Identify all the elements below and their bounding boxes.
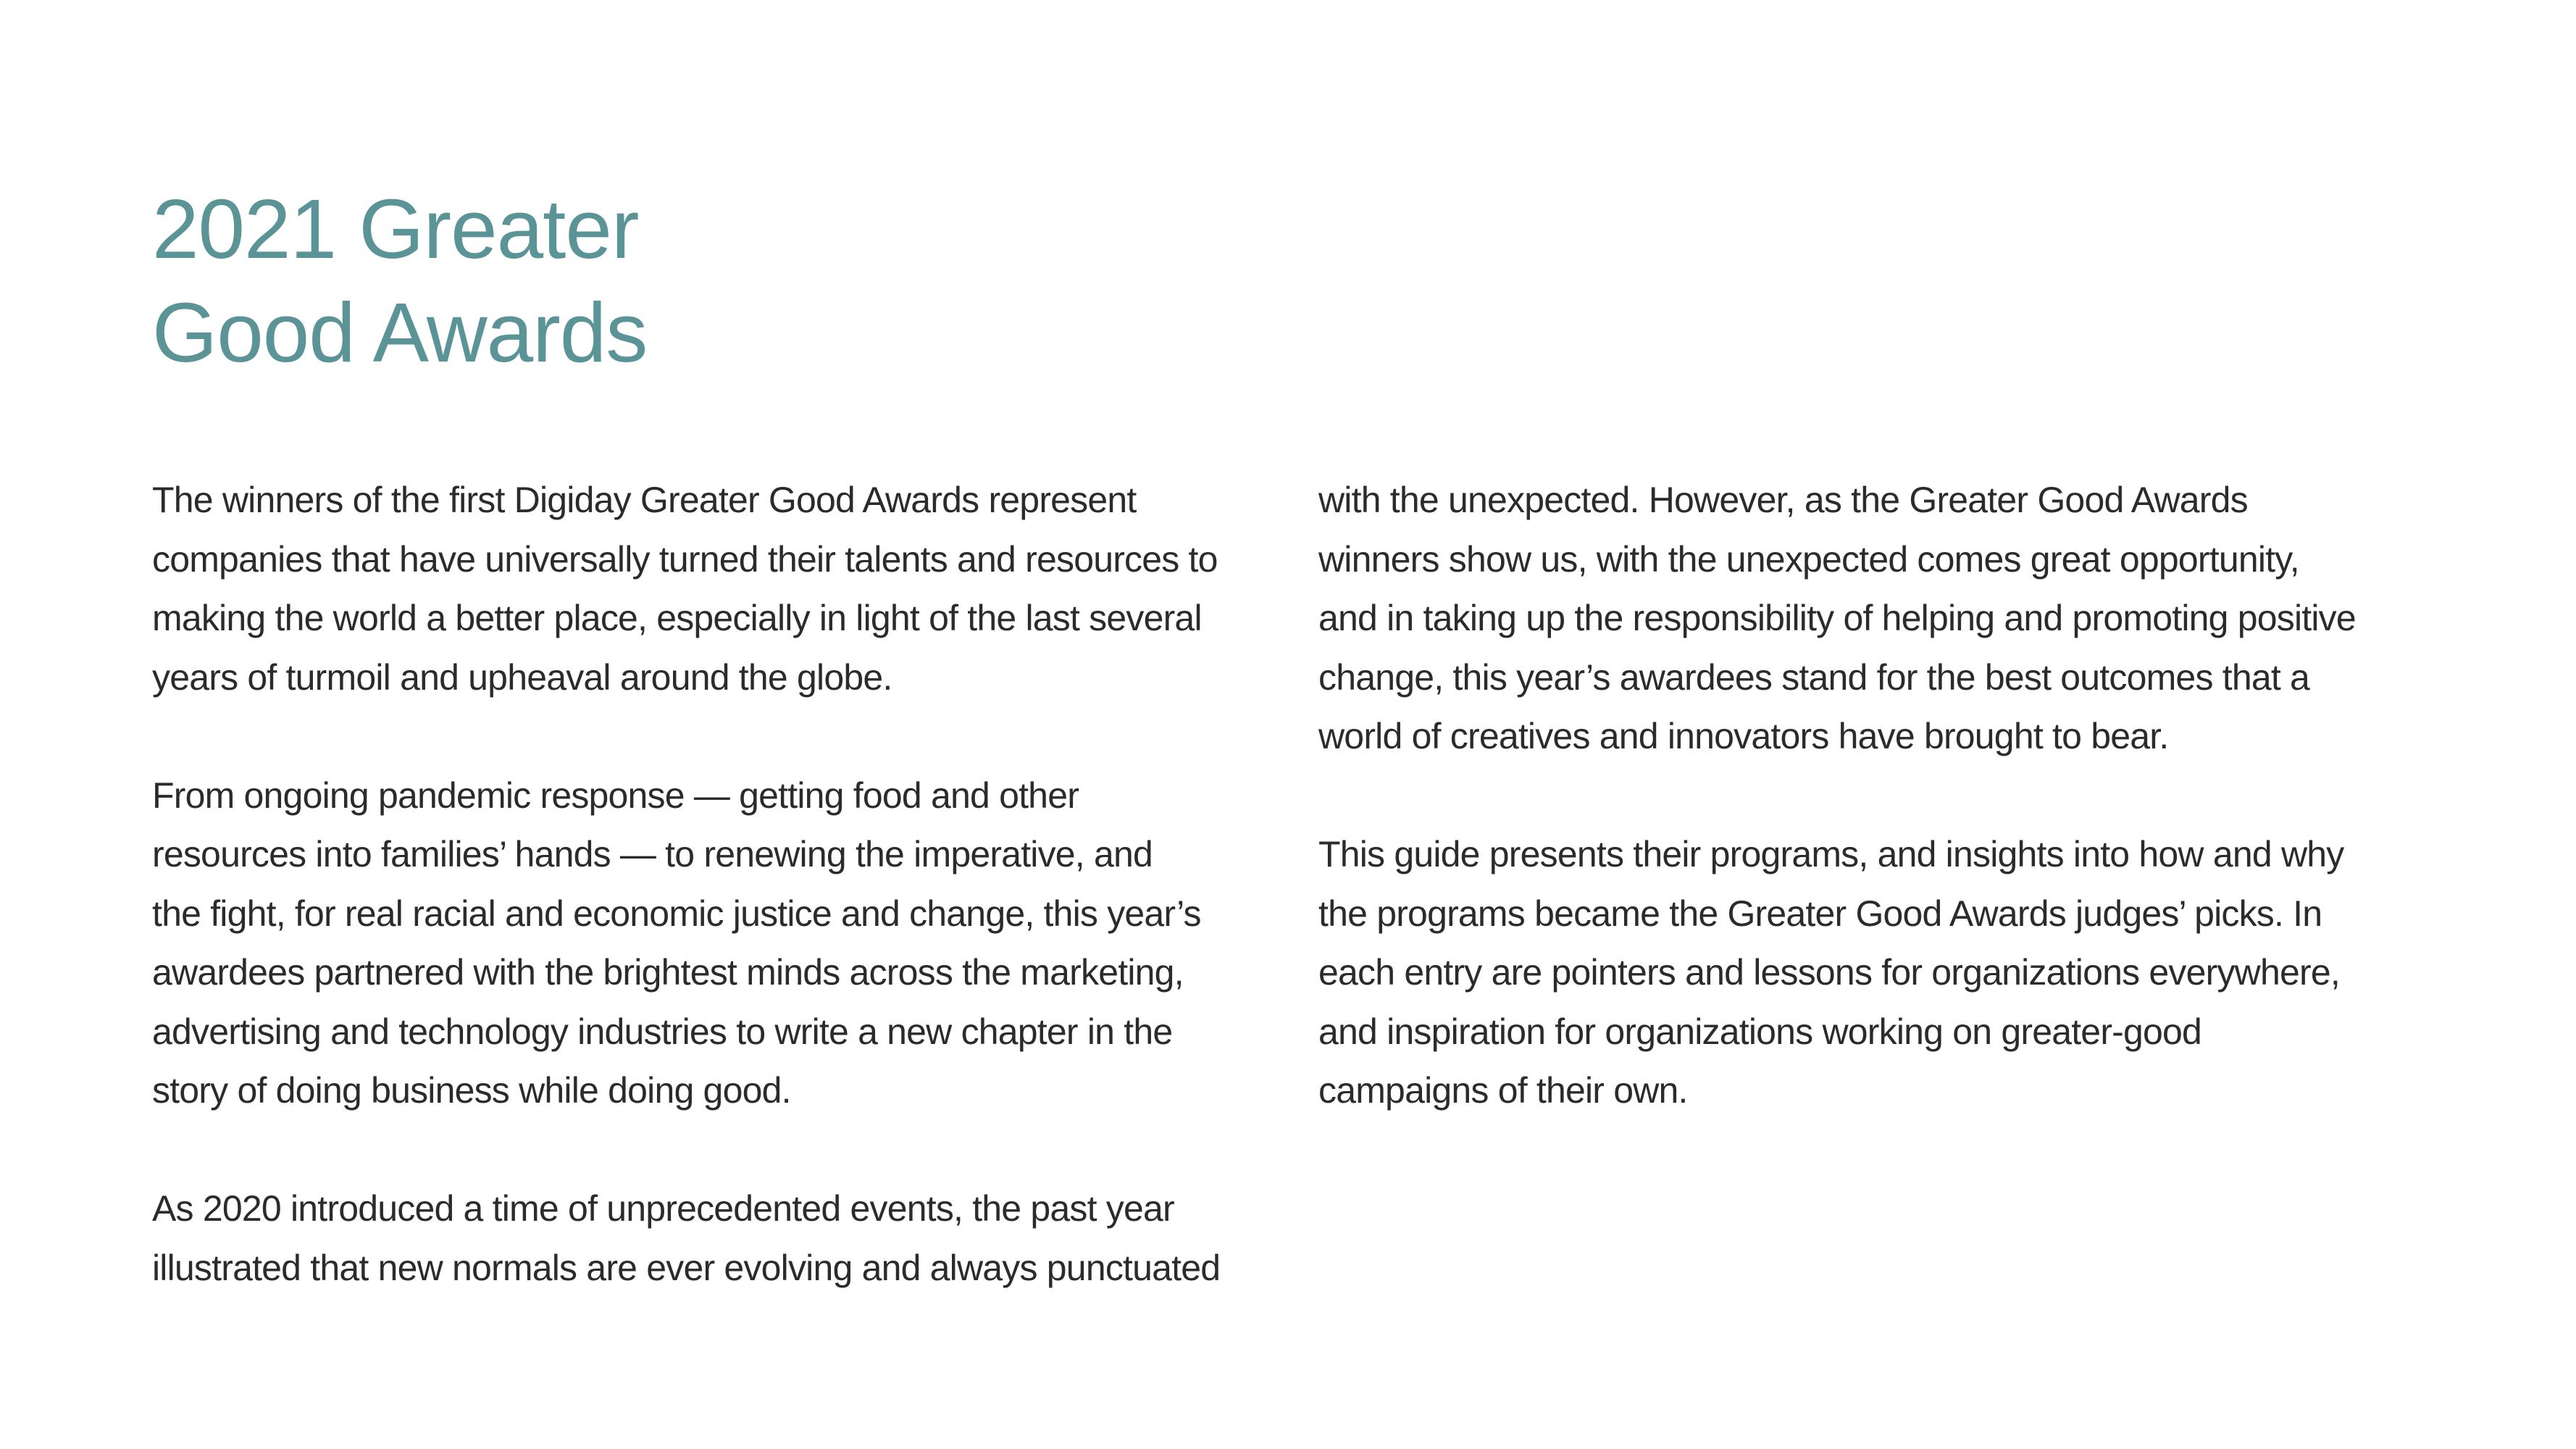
text-line: each entry are pointers and lessons for organizations everywhere,: [1318, 952, 2340, 993]
text-line: and in taking up the responsibility of helping and promoting positive: [1318, 598, 2356, 638]
paragraph-guide-overview: [1318, 825, 2463, 1121]
paragraph-intro: [152, 471, 1297, 707]
text-line: resources into families’ hands — to renewing the imperative, and: [152, 834, 1153, 874]
text-line: winners show us, with the unexpected comes great opportunity,: [1318, 538, 2299, 580]
text-line: the programs became the Greater Good Awards judges’ picks. In: [1318, 893, 2322, 934]
page-title-line-2: Good Awards: [152, 285, 648, 380]
text-line: awardees partnered with the brightest minds across the marketing,: [152, 952, 1184, 993]
body-column-left: [152, 471, 1297, 1357]
text-line: The winners of the first Digiday Greater Good Awards represent: [152, 480, 1137, 520]
paragraph-2020-events: [152, 1179, 1297, 1298]
text-line: and inspiration for organizations working on greater-good: [1318, 1011, 2202, 1052]
text-line: world of creatives and innovators have brought to bear.: [1318, 716, 2169, 756]
body-column-right: [1318, 471, 2463, 1179]
text-line: making the world a better place, especially in light of the last several: [152, 598, 1202, 638]
text-line: companies that have universally turned their talents and resources to: [152, 538, 1218, 580]
text-line: story of doing business while doing good.: [152, 1070, 791, 1111]
text-line: illustrated that new normals are ever evolving and always punctuated: [152, 1247, 1221, 1288]
text-line: the fight, for real racial and economic justice and change, this year’s: [152, 893, 1201, 934]
page-title-line-1: 2021 Greater: [152, 182, 639, 276]
text-line: From ongoing pandemic response — getting food and other: [152, 774, 1079, 816]
text-line: change, this year’s awardees stand for the best outcomes that a: [1318, 656, 2310, 698]
text-line: As 2020 introduced a time of unprecedented events, the past year: [152, 1188, 1174, 1229]
text-line: This guide presents their programs, and insights into how and why: [1318, 834, 2344, 874]
text-line: advertising and technology industries to write a new chapter in the: [152, 1011, 1173, 1052]
text-line: with the unexpected. However, as the Greater Good Awards: [1318, 480, 2248, 520]
text-line: years of turmoil and upheaval around the globe.: [152, 656, 892, 698]
page-title: [152, 178, 1021, 385]
text-line: campaigns of their own.: [1318, 1070, 1688, 1111]
paragraph-pandemic-response: [152, 767, 1297, 1121]
paragraph-unexpected-opportunity: [1318, 471, 2463, 767]
